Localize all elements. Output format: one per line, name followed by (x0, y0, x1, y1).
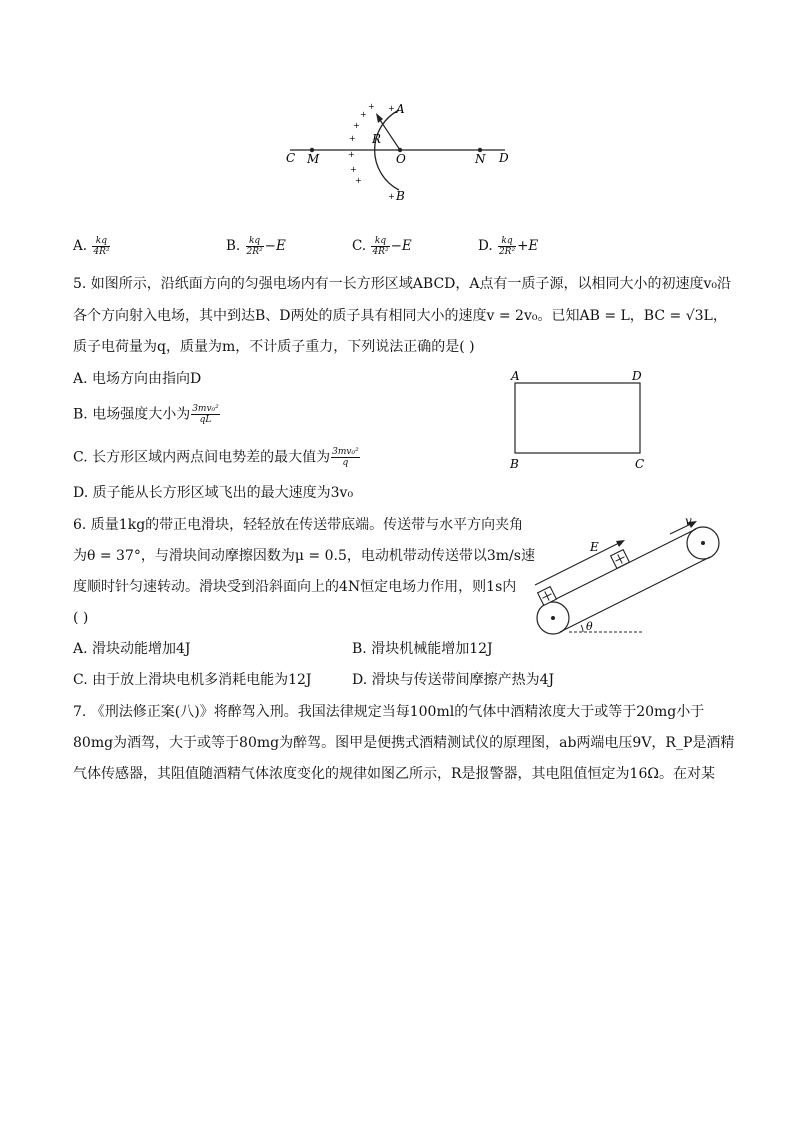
plus-sign: + (368, 102, 375, 111)
fraction (246, 236, 264, 257)
label-R: R (372, 132, 382, 146)
option-tail: −E (264, 238, 286, 254)
q5-stem-line-1: 5. 如图所示，沿纸面方向的匀强电场内有一长方形区域ABCD，A点有一质子源，以相同大小的初速度v₀沿 (73, 276, 732, 292)
denominator: 4R² (93, 247, 110, 257)
fraction (371, 236, 389, 257)
numerator: kq (498, 236, 516, 247)
denominator: q (342, 458, 349, 468)
q5-option-b (73, 404, 221, 425)
label-M: M (307, 152, 320, 166)
plus-sign: + (355, 176, 362, 185)
plus-sign: + (360, 110, 367, 119)
q7-stem-line-2: 80mg为酒驾，大于或等于80mg为醉驾。图甲是便携式酒精测试仪的原理图，ab两端电压9V，R_P是酒精 (73, 735, 735, 751)
label-D: D (632, 369, 642, 383)
q5-option-d: D. 质子能从长方形区域飞出的最大速度为3v₀ (73, 485, 354, 501)
option-letter: D. (478, 238, 493, 254)
plus-sign: + (388, 104, 395, 113)
figure-conveyor-belt (525, 510, 730, 640)
label-v: v (685, 514, 692, 528)
figure-rectangle-abcd (505, 366, 655, 472)
label-e: E (590, 540, 599, 554)
option-tail: −E (390, 238, 412, 254)
label-C: C (286, 151, 296, 165)
numerator: kq (92, 236, 110, 247)
numerator: kq (246, 236, 264, 247)
label-A: A (511, 369, 520, 383)
fraction (191, 404, 220, 425)
q7-stem-line-3: 气体传感器，其阻值随酒精气体浓度变化的规律如图乙所示，R是报警器，其电阻值恒定为16Ω。在对某 (73, 766, 715, 782)
angle-arc (581, 625, 583, 632)
option-text: C. 长方形区域内两点间电势差的最大值为 (73, 449, 331, 466)
top-pulley-axle (701, 541, 705, 545)
plus-sign: + (388, 192, 395, 201)
option-tail: +E (517, 238, 539, 254)
q6-stem-line-4: ( ) (73, 610, 89, 626)
q6-stem-line-3: 度顺时针匀速转动。滑块受到沿斜面向上的4N恒定电场力作用，则1s内 (73, 579, 517, 595)
rectangle (515, 383, 640, 453)
denominator: 2R² (498, 247, 516, 257)
label-C: C (635, 457, 645, 471)
field-arrow-e (535, 542, 621, 585)
option-letter: B. (226, 238, 241, 254)
q5-stem-line-2: 各个方向射入电场，其中到达B、D两处的质子具有相同大小的速度v = 2v₀。已知AB = L，BC = √3L， (73, 308, 727, 324)
plus-sign: + (353, 121, 360, 130)
q6-option-c: C. 由于放上滑块电机多消耗电能为12J (73, 672, 312, 688)
option-text: B. 电场强度大小为 (73, 406, 191, 423)
label-D: D (499, 151, 509, 165)
plus-sign: + (350, 165, 357, 174)
q6-stem-line-1: 6. 质量1kg的带正电滑块，轻轻放在传送带底端。传送带与水平方向夹角 (73, 517, 524, 533)
label-N: N (475, 152, 486, 166)
q6-option-b: B. 滑块机械能增加12J (352, 641, 493, 657)
label-theta: θ (586, 620, 593, 633)
fraction (498, 236, 516, 257)
numerator: kq (371, 236, 389, 247)
numerator: 3mv₀² (192, 404, 219, 414)
q5-option-a: A. 电场方向由指向D (73, 371, 202, 387)
label-B: B (510, 457, 519, 471)
label-B: B (396, 189, 405, 203)
option-letter: C. (352, 238, 367, 254)
belt-lower (560, 557, 710, 632)
denominator: 2R² (246, 247, 263, 257)
fraction (331, 447, 360, 468)
q4-option-a (73, 236, 111, 257)
q6-option-a: A. 滑块动能增加4J (73, 641, 191, 657)
plus-sign: + (349, 134, 356, 143)
q6-stem-line-2: 为θ = 37°，与滑块间动摩擦因数为μ = 0.5，电动机带动传送带以3m/s速 (73, 548, 535, 564)
bottom-pulley-axle (551, 616, 555, 620)
q5-stem-line-3: 质子电荷量为q，质量为m，不计质子重力，下列说法正确的是( ) (73, 339, 475, 355)
q5-option-c (73, 447, 361, 468)
label-A: A (396, 102, 405, 116)
denominator: 4R² (372, 247, 389, 257)
slider-block-top (611, 550, 630, 569)
numerator: 3mv₀² (332, 447, 359, 457)
label-O: O (396, 152, 406, 166)
q6-option-d: D. 滑块与传送带间摩擦产热为4J (352, 672, 555, 688)
plus-sign: + (348, 150, 355, 159)
denominator: qL (199, 415, 212, 425)
option-letter: A. (73, 238, 88, 254)
figure-charged-semicircle (280, 95, 520, 210)
q7-stem-line-1: 7. 《刑法修正案(八)》将醉驾入刑。我国法律规定当每100ml的气体中酒精浓度大于或等于20mg小于 (73, 704, 705, 720)
q4-option-c (352, 236, 412, 257)
radius-arrowhead (376, 113, 383, 123)
q4-option-b (226, 236, 286, 257)
radius-arrow (378, 117, 400, 150)
q4-option-d (478, 236, 538, 257)
field-arrowhead (616, 540, 625, 547)
fraction (92, 236, 110, 257)
